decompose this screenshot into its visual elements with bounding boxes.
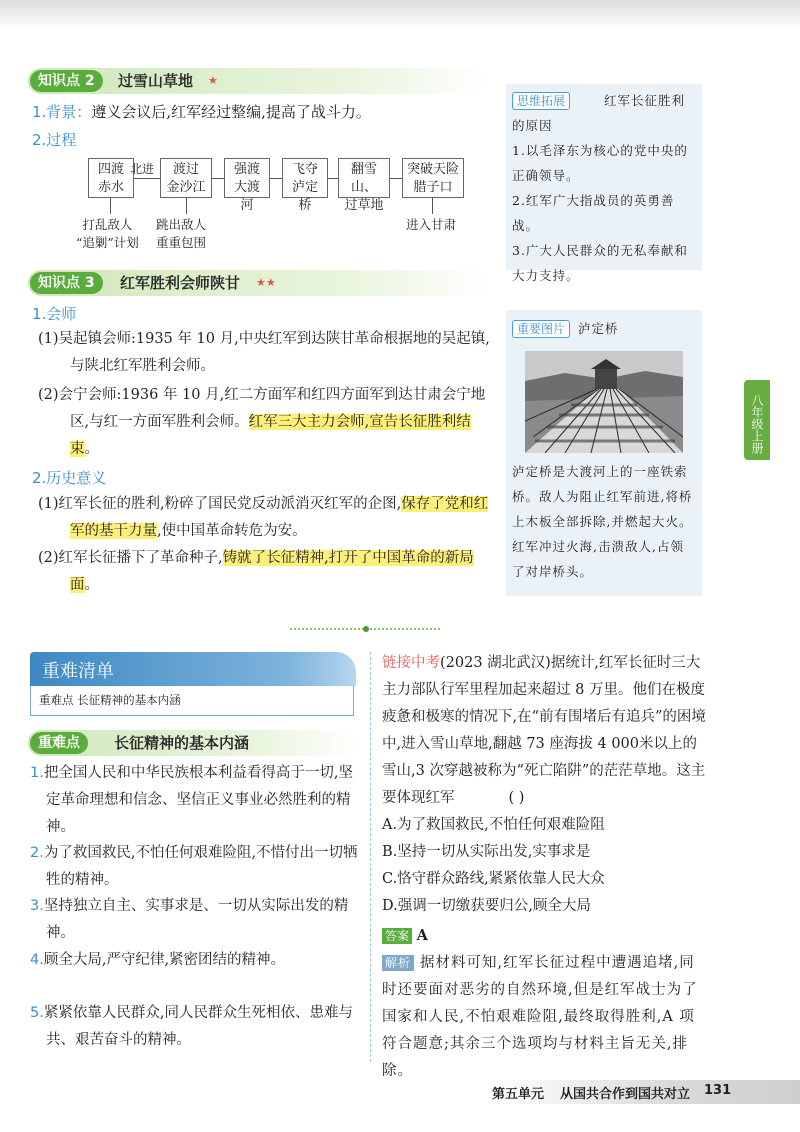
meet-highlight: 红军三大主力会师,宣告长征胜利结束 [70,414,471,457]
flow-step-lazikou: 突破天险 腊子口 [402,158,464,198]
answer-value: A [416,927,428,944]
background-text: 遵义会议后,红军经过整编,提高了战斗力。 [91,103,371,121]
sidebar-picture-tag: 重要图片 [512,320,570,338]
zn-header-title: 重难清单 [42,661,114,682]
zn-item [30,840,360,894]
meet-heading: 1.会师 [32,305,77,323]
footer-title: 从国共合作到国共对立 [560,1087,691,1102]
kp3-stars: ★★ [256,276,276,289]
flow-connector [110,198,111,214]
zn-item [30,760,360,841]
exam-stem: 据统计,红军长征时三大主力部队行军里程加起来超过 8 万里。他们在极度疲惫和极寒的情况下,在“前有围堵后有追兵”的困境中,进入雪山草地,翻越 73 座海拔 4 000米以上的雪山,3 次穿越被称为“死亡陷阱”的茫茫草地。这主要体现红军 [382,655,706,806]
meaning-item-num: (2) [38,550,59,566]
zn-sub-box [30,686,354,716]
footer [492,1080,800,1104]
flow-step-jinsha: 渡过 金沙江 [160,158,212,198]
zn-header [30,652,356,686]
exam-paren: ( ) [508,790,525,806]
kp2-tag: 知识点 2 [30,70,103,92]
explain-tag: 解析 [382,955,414,971]
explain-text: 据材料可知,红军长征过程中遭遇追堵,同时还要面对恶劣的自然环境,但是红军战士为了国家和人民,不怕艰难险阻,最终取得胜利,A 项符合题意;其余三个选项均与材料主旨无关,排除。 [382,955,698,1079]
flow-arrow [270,178,282,179]
zn-item [30,1000,360,1054]
process-heading: 2.过程 [32,131,77,149]
flow-connector [432,198,433,214]
zn-item-num: 4. [30,952,44,968]
flow-note: 跳出敌人 重重包围 [156,217,207,250]
meaning-highlight: 保存了党和红军的基干力量 [70,496,489,539]
zn-tag: 重难点 [30,732,88,754]
zn-item [30,893,360,947]
sidebar-picture-caption: 泸定桥是大渡河上的一座铁索桥。敌人为阻止红军前进,将桥上木板全部拆除,并燃起大火。红军冲过火海,击溃敌人,占领了对岸桥头。 [512,464,693,579]
zn-item-num: 2. [30,845,44,861]
grade-side-tab[interactable]: 八年级上册 [744,380,770,460]
meaning-highlight: 铸就了长征精神,打开了中国革命的新局面 [70,550,474,593]
sidebar-thinking-tag: 思维拓展 [512,92,570,110]
page-number: 131 [704,1083,732,1098]
sidebar-thinking-title: 红军长征胜利的原因 [512,93,686,133]
zn-item-text: 把全国人民和中华民族根本利益看得高于一切,坚定革命理想和信念、坚信正义事业必然胜利的精神。 [43,765,353,835]
sidebar-picture [506,310,702,596]
meaning-item-text: 红军长征的胜利,粉碎了国民党反动派消灭红军的企图, [58,496,402,512]
background-num: 1.背景： [32,103,92,121]
zn-item-text: 坚持独立自主、实事求是、一切从实际出发的精神。 [43,898,349,941]
exam-option[interactable]: C.恪守群众路线,紧紧依靠人民大众 [382,871,605,887]
meaning-item-end: 。 [84,577,99,593]
meet-item-text: 会宁会师:1936 年 10 月,红二方面军和红四方面军到达甘肃会宁地区,与红一方面军胜利会师。 [58,387,486,430]
kp3-tag: 知识点 3 [30,272,103,294]
luding-bridge-photo [525,351,683,453]
kp3-bar [28,270,488,296]
exam-option[interactable]: D.强调一切缴获要归公,顾全大局 [382,898,591,914]
sidebar-picture-title: 泸定桥 [578,321,619,336]
kp2-stars: ★ [208,74,218,87]
sidebar-thinking-item: 1.以毛泽东为核心的党中央的正确领导。 [512,143,688,183]
flow-step-dadu: 强渡 大渡河 [224,158,270,198]
kp2-bar [28,68,488,94]
meet-item-num: (1) [38,331,59,347]
answer-tag: 答案 [382,928,412,944]
flow-arrow-label: 北进 [130,162,155,176]
kp2-title: 过雪山草地 [118,72,194,90]
flow-connector [186,198,187,214]
zn-item-text: 紧紧依靠人民群众,同人民群众生死相依、患难与共、艰苦奋斗的精神。 [43,1005,353,1048]
exam-option[interactable]: A.为了救国救民,不怕任何艰难险阻 [382,817,605,833]
meaning-item-2 [38,545,494,599]
zn-item-num: 1. [30,765,44,781]
meaning-item-text: 红军长征播下了革命种子, [58,550,223,566]
meet-item-text: 吴起镇会师:1935 年 10 月,中央红军到达陕甘革命根据地的吴起镇,与陕北红军胜利会师。 [58,331,490,374]
meet-item-1 [38,326,494,380]
meaning-heading: 2.历史意义 [32,469,107,487]
kp3-title: 红军胜利会师陕甘 [120,274,241,292]
zn-bar [28,730,358,756]
flow-note: 进入甘肃 [406,217,457,232]
zn-title: 长征精神的基本内涵 [114,734,250,752]
meaning-item-num: (1) [38,496,59,512]
flow-step-luding: 飞夺 泸定桥 [282,158,328,198]
zn-item-num: 3. [30,898,44,914]
flow-step-four-crossing: 四渡 赤水 [88,158,134,198]
flow-note: 打乱敌人 “追剿”计划 [76,217,139,250]
flow-arrow [390,178,402,179]
background-section [32,102,371,122]
flow-arrow [328,178,338,179]
exam-question [382,650,706,1085]
sidebar-thinking-item: 3.广大人民群众的无私奉献和大力支持。 [512,243,688,283]
footer-unit: 第五单元 [492,1087,545,1102]
meaning-item-1 [38,491,494,545]
meaning-item-end: ,使中国革命转危为安。 [157,523,307,539]
sidebar-thinking-item: 2.红军广大指战员的英勇善战。 [512,193,675,233]
flow-arrow [212,178,224,179]
zn-item [30,947,360,974]
flow-arrow [134,178,160,179]
zn-item-text: 顾全大局,严守纪律,紧密团结的精神。 [43,952,286,968]
meet-item-num: (2) [38,387,59,403]
exam-source: (2023 湖北武汉) [440,655,551,671]
zn-sub: 重难点 长征精神的基本内涵 [39,693,181,707]
meet-item-end: 。 [84,441,99,457]
column-divider [370,652,371,1062]
page-top-shadow [0,0,800,30]
sidebar-thinking [506,84,702,283]
divider-dot [363,626,369,632]
exam-tag: 链接中考 [382,655,440,671]
meet-item-2 [38,382,494,463]
zn-item-num: 5. [30,1005,44,1021]
exam-option[interactable]: B.坚持一切从实际出发,实事求是 [382,844,591,860]
zn-item-text: 为了救国救民,不怕任何艰难险阻,不惜付出一切牺牲的精神。 [43,845,358,888]
flow-step-snow-grass: 翻雪山、 过草地 [338,158,390,198]
